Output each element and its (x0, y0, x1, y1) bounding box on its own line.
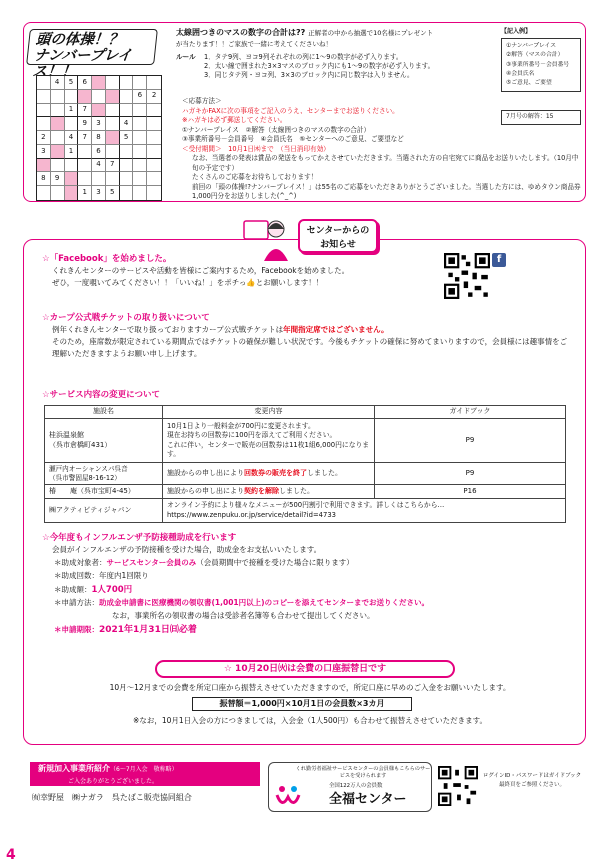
center-news-title-line2: お知らせ (320, 240, 356, 250)
change-detail: 施設からの申し出により (167, 486, 244, 495)
flu-label: ＊助成回数：年度内1回限り (54, 570, 149, 580)
grid-cell (106, 117, 120, 131)
payment-date-banner: ☆ 10月20日㈫は会費の口座振替日です (155, 660, 455, 678)
grid-cell (120, 90, 134, 104)
apply-period: ＜受付期間＞ 10月1日㈭まで （当日消印有効） (182, 144, 330, 153)
apply-line: なお、当選者の発表は賞品の発送をもってかえさせていただきます。当選された方の自宅宛てに商品をお送りいたします。（10月中旬の予定です） (192, 154, 579, 172)
grid-cell (120, 104, 134, 118)
grid-cell: 2 (37, 131, 51, 145)
grid-cell (37, 76, 51, 90)
grid-cell (51, 104, 65, 118)
grid-cell: 6 (78, 76, 92, 90)
facebook-body: ぜひ，一度覗いてみてください！！「いいね！」をポチっ👍とお願いします！！ (52, 278, 324, 288)
new-members-title: 新規加入事業所紹介 (38, 764, 110, 773)
change-highlight: 契約を解除 (244, 486, 279, 495)
table-row (45, 419, 566, 463)
payment-text: 10月～12月までの会費を所定口座から振替えさせていただきますので，所定口座に早めのご入金をお願いいたします。 (109, 683, 511, 692)
grid-cell: 1 (65, 145, 79, 159)
zenpuku-member-count: 全国122万人の会員数 (329, 783, 383, 789)
grid-cell: 2 (147, 90, 161, 104)
puzzle-title (26, 29, 158, 80)
page-number: 4 (6, 847, 16, 863)
zenpuku-center-box (268, 762, 432, 812)
grid-cell (106, 76, 120, 90)
grid-cell (147, 186, 161, 200)
service-change-table (44, 405, 566, 523)
table-header-cell: 変更内容 (163, 406, 375, 419)
payment-note: ※なお，10月1日入会の方につきましては，入会金（1人500円）も合わせて振替えさせていただきます。 (133, 716, 487, 725)
entry-example-item: ②解答（マスの合計） (506, 52, 564, 59)
grid-cell (78, 90, 92, 104)
facebook-notice (42, 254, 442, 289)
carp-body: そのため，座席数が限定されている期間点ではチケットの確保が難しい状況です。今後もチケットの確保に努めてまいりますので，会員様には趣事情をご理解いただきますようお願い申し上げます。 (52, 337, 568, 358)
zenpuku-name: 全福センター (329, 792, 407, 807)
grid-cell: 6 (92, 145, 106, 159)
flu-value: 1人700円 (91, 584, 133, 595)
flu-title: ☆今年度もインフルエンザ予防接種助成を行います (42, 533, 237, 543)
grid-cell (106, 172, 120, 186)
grid-cell (51, 131, 65, 145)
center-news-title-line1: センターからの (306, 226, 370, 236)
payment-formula: 振替額＝1,000円×10月1日の会員数×3カ月 (192, 697, 412, 711)
grid-cell: 3 (92, 186, 106, 200)
grid-cell: 9 (51, 172, 65, 186)
apply-line: ※ハガキは必ず郵送してください。 (182, 116, 287, 125)
carp-body: 例年くれきんセンターで取り扱っておりますカープ公式戦チケットは (52, 325, 284, 335)
facebook-qr-code-icon[interactable] (444, 253, 490, 299)
login-info: ログインID・パスワードはガイドブック最終頁をご参照ください。 (482, 773, 582, 788)
grid-cell: 5 (65, 76, 79, 90)
grid-cell (37, 186, 51, 200)
table-row (45, 463, 566, 485)
grid-cell: 1 (65, 104, 79, 118)
zenpuku-qr-code-icon[interactable] (438, 766, 478, 806)
grid-cell (133, 104, 147, 118)
grid-cell: 7 (78, 131, 92, 145)
grid-cell (92, 90, 106, 104)
previous-answer: 7月号の解答：15 (501, 110, 581, 124)
grid-cell: 4 (92, 159, 106, 173)
guidebook-page: P16 (375, 485, 566, 499)
grid-cell (65, 186, 79, 200)
table-header-cell: ガイドブック (375, 406, 566, 419)
flu-value: サービスセンター会員のみ (106, 558, 197, 568)
table-row (45, 499, 566, 523)
entry-example-header: 【記入例】 (501, 28, 532, 35)
grid-cell (65, 172, 79, 186)
apply-line: ①ナンバープレイス ②解答（太線囲つきのマスの数字の合計） (182, 125, 371, 134)
table-row (45, 485, 566, 499)
grid-cell (37, 90, 51, 104)
grid-cell (133, 172, 147, 186)
grid-cell (120, 159, 134, 173)
facebook-title: ☆「Facebook」を始めました。 (42, 254, 172, 264)
entry-example-box (501, 38, 581, 92)
rule-label: ルール (176, 53, 196, 61)
grid-cell (78, 159, 92, 173)
grid-cell (51, 117, 65, 131)
change-highlight: 回数券の販売を終了 (244, 468, 307, 477)
puzzle-question-note2: が当たります！！ご家族で一緒に考えてくださいね！ (176, 39, 332, 48)
table-header-cell: 施設名 (45, 406, 163, 419)
change-detail: しました。 (307, 468, 342, 477)
flu-intro: 会員がインフルエンザの予防接種を受けた場合，助成金をお支払いいたします。 (52, 545, 322, 555)
grid-cell (51, 90, 65, 104)
grid-cell (147, 145, 161, 159)
apply-heading: ＜応募方法＞ (182, 97, 222, 105)
entry-example-item: ③事業所番号－会員番号 (506, 61, 570, 68)
zenpuku-logo-icon (273, 783, 303, 809)
puzzle-title-line2: ナンバープレイス！！ (31, 48, 133, 80)
grid-cell (133, 131, 147, 145)
entry-example-item: ①ナンバープレイス (506, 43, 557, 50)
number-place-grid (36, 75, 162, 201)
facebook-logo-icon: f (492, 253, 506, 267)
grid-cell (65, 90, 79, 104)
flu-deadline: 2021年1月31日㈰必着 (99, 624, 197, 635)
new-members-banner (30, 762, 260, 786)
grid-cell: 3 (37, 145, 51, 159)
rule-item: 1．タテ9列、ヨコ9列それぞれの列に1～9の数字が必ず入ります。 (204, 53, 403, 61)
grid-cell (133, 145, 147, 159)
puzzle-question-note: 正解者の中から抽選で10名様にプレゼント (308, 29, 434, 37)
flu-label: ＊申請期限： (54, 624, 99, 634)
grid-cell (92, 172, 106, 186)
puzzle-question (176, 28, 433, 50)
carp-title: ☆カープ公式戦チケットの取り扱いについて (42, 313, 210, 323)
rule-item: 3．同じタテ列・ヨコ列、3×3のブロック内に同じ数字は入りません。 (204, 70, 414, 79)
apply-line: ハガキかFAXに次の事項をご記入のうえ、センターまでお送りください。 (182, 106, 399, 115)
grid-cell (147, 131, 161, 145)
change-detail: 施設からの申し出により (167, 468, 244, 477)
facility-name: 瀬戸内オーシャンスパ呉音 （呉市警固屋8-16-12） (45, 463, 163, 485)
grid-cell (120, 172, 134, 186)
rule-item: 2．太い線で囲まれた3×3マスのブロック内にも1～9の数字が必ず入ります。 (204, 61, 435, 70)
puzzle-question-text: 太線囲つきのマスの数字の合計は?? (176, 28, 306, 37)
new-members-thanks: ご入会ありがとうございました。 (68, 778, 159, 785)
grid-cell: 4 (51, 76, 65, 90)
grid-cell (51, 159, 65, 173)
grid-cell (147, 117, 161, 131)
new-member-list: ㈲幸野屋 ㈱ナガラ 呉たばこ販売協同組合 (32, 793, 192, 802)
grid-cell (51, 186, 65, 200)
grid-cell (78, 145, 92, 159)
puzzle-rules (176, 53, 501, 80)
entry-example-item: ④会員氏名 (506, 70, 535, 77)
entry-example-item: ⑤ご意見、ご要望 (506, 80, 552, 87)
grid-cell (120, 186, 134, 200)
grid-cell: 7 (78, 104, 92, 118)
apply-line: たくさんのご応募をお待ちしております！ (192, 173, 318, 182)
grid-cell: 5 (106, 186, 120, 200)
carp-ticket-notice (42, 313, 572, 359)
grid-cell (37, 117, 51, 131)
grid-cell: 7 (106, 159, 120, 173)
facility-name: 桂浜温泉館 （呉市倉橋町431） (45, 419, 163, 463)
grid-cell (147, 104, 161, 118)
service-change-notice (42, 390, 572, 401)
grid-cell (147, 76, 161, 90)
apply-line: 前回の「頭の体操!?ナンバープレイス！」は55名のご応募をいただきありがとうございました。当選した方には、ゆめタウン商品券1,000円分をお送りしました(^_^) (192, 182, 581, 201)
grid-cell: 9 (78, 117, 92, 131)
apply-line: ③事業所番号－会員番号 ④会員氏名 ⑤センターへのご意見、ご要望など (182, 135, 404, 144)
flu-label: ＊申請方法： (54, 598, 99, 608)
grid-cell (65, 117, 79, 131)
flu-label: ＊助成対象者： (54, 558, 107, 568)
grid-cell: 4 (65, 131, 79, 145)
change-detail: しました。 (279, 486, 314, 495)
guidebook-page: P9 (375, 419, 566, 463)
grid-cell (120, 76, 134, 90)
grid-cell: 5 (120, 131, 134, 145)
grid-cell: 8 (37, 172, 51, 186)
grid-cell (106, 145, 120, 159)
grid-cell: 8 (92, 131, 106, 145)
guidebook-page: P9 (375, 463, 566, 485)
puzzle-title-line1: 頭の体操！？ (34, 32, 124, 48)
carp-highlight: 年間指定席ではございません。 (283, 325, 389, 335)
grid-cell (92, 104, 106, 118)
grid-cell (133, 159, 147, 173)
change-detail-link[interactable]: オンライン予約により様々なメニューが500円割引で利用できます。詳しくはこちらから… https://www.zenpuku.or.jp/service/detail?id=4733 (163, 499, 566, 523)
flu-value: 助成金申請書に医療機関の領収書(1,001円以上)のコピーを添えてセンターまでお送りください。 (99, 598, 429, 608)
grid-cell (51, 145, 65, 159)
grid-cell (147, 172, 161, 186)
grid-cell (120, 145, 134, 159)
grid-cell (133, 117, 147, 131)
grid-cell (78, 172, 92, 186)
grid-cell (92, 76, 106, 90)
flu-subsidy-notice (42, 533, 572, 638)
flu-note: なお，事業所名の領収書の場合は受診者名簿等も合わせて提出してください。 (112, 610, 375, 620)
grid-cell: 3 (92, 117, 106, 131)
grid-cell (133, 76, 147, 90)
grid-cell: 1 (78, 186, 92, 200)
grid-cell (65, 159, 79, 173)
center-news-title (298, 219, 378, 253)
new-members-period: （6～7月入会 敬称略） (110, 766, 178, 773)
change-detail: 10月1日より一般料金が700円に変更されます。 現在お持ちの回数券に100円を添えてご利用ください。 これに伴い，センターで販売の回数券は11枚1組6,000円になります。 (163, 419, 375, 463)
grid-cell: 6 (133, 90, 147, 104)
grid-cell (37, 104, 51, 118)
grid-cell (106, 104, 120, 118)
puzzle-section (23, 22, 586, 202)
puzzle-entry-example (501, 28, 581, 125)
grid-cell (147, 159, 161, 173)
grid-cell (106, 131, 120, 145)
table-header-row (45, 406, 566, 419)
service-change-title: ☆サービス内容の変更について (42, 390, 160, 400)
zenpuku-note: くれ勤労者福祉サービスセンターの会員様もこちらのサービスを受けられます (295, 766, 431, 779)
flu-note: （会員期間中で接種を受けた場合に限ります） (196, 558, 354, 568)
flu-label: ＊助成額： (54, 584, 92, 594)
facility-name: 椿 庵（呉市宝町4-45） (45, 485, 163, 499)
grid-cell (106, 90, 120, 104)
facebook-body: くれきんセンターのサービスや活動を皆様にご案内するため，Facebookを始めました。 (52, 266, 350, 276)
grid-cell (37, 159, 51, 173)
grid-cell: 4 (120, 117, 134, 131)
facility-name: ㈱アクティビティジャパン (45, 499, 163, 523)
grid-cell (133, 186, 147, 200)
